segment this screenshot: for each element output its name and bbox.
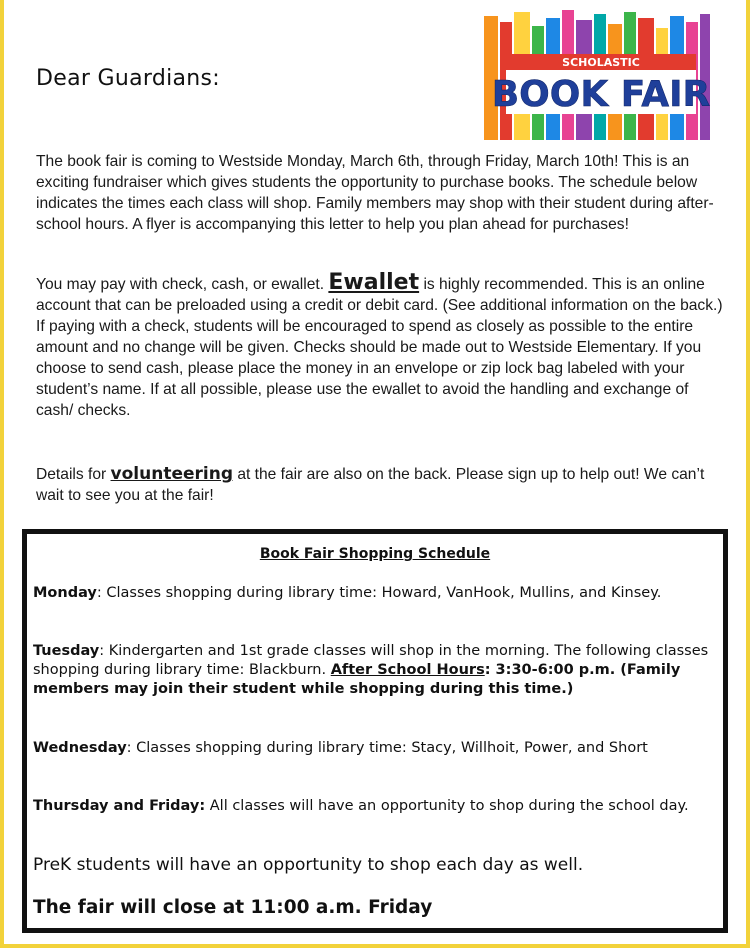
p2-before: You may pay with check, cash, or ewallet. (36, 276, 329, 293)
p3-before: Details for (36, 466, 111, 483)
thursfri-text: All classes will have an opportunity to shop during the school day. (205, 798, 689, 814)
tuesday-label: Tuesday (33, 643, 100, 659)
ewallet-emphasis: Ewallet (328, 270, 420, 295)
book-fair-logo (476, 8, 716, 148)
schedule-title: Book Fair Shopping Schedule (259, 546, 491, 562)
tuesday-text: : Kindergarten and 1st grade classes will shop in the morning. The following classes shopping during library time: Blackburn. (33, 643, 709, 678)
after-school-label: After School Hours (330, 662, 485, 678)
letter-paragraph-3 (36, 464, 726, 506)
volunteering-emphasis: volunteering (110, 464, 233, 484)
p2-after: is highly recommended. This is an online account that can be preloaded using a credit or debit card. (See additional information on the back.) If paying with a check, students will be encouraged to spend as closely as possible to the entire amount and no change will be given. Checks should be made out to Westside Elementary. If you choose to send cash, please place the money in an envelope or zip lock bag labeled with your student’s name. If at all possible, please use the ewallet to avoid the handling and exchange of cash/ checks. (36, 276, 723, 419)
letter-paragraph-1: The book fair is coming to Westside Monday, March 6th, through Friday, March 10th! This is an exciting fundraiser which gives students the opportunity to purchase books. The schedule below indicates the times each class will shop. Family members may shop with their student during after-school hours. A flyer is accompanying this letter to help you plan ahead for purchases! (36, 153, 714, 233)
monday-text: : Classes shopping during library time: Howard, VanHook, Mullins, and Kinsey. (96, 585, 662, 601)
wednesday-label: Wednesday (33, 740, 127, 756)
bottom-border (0, 944, 750, 948)
monday-label: Monday (33, 585, 97, 601)
letter-paragraph-2 (36, 272, 726, 421)
schedule-tuesday (33, 642, 713, 699)
brand-text: SCHOLASTIC (562, 56, 640, 69)
after-school-text: : 3:30-6:00 p.m. (Family members may join their student while shopping during this time.) (33, 662, 681, 697)
greeting-heading: Dear Guardians: (36, 66, 221, 91)
p3-after: at the fair are also on the back. Please sign up to help out! We can’t wait to see you at the fair! (36, 466, 705, 504)
schedule-monday (33, 584, 713, 603)
schedule-wednesday (33, 739, 713, 758)
schedule-box (22, 529, 728, 933)
prek-note: PreK students will have an opportunity to shop each day as well. (33, 855, 584, 875)
thursfri-label: Thursday and Friday: (33, 798, 206, 814)
schedule-thursday-friday (33, 797, 713, 816)
closing-note: The fair will close at 11:00 a.m. Friday (33, 897, 433, 918)
logo-title: BOOK FAIR (491, 74, 711, 115)
wednesday-text: : Classes shopping during library time: Stacy, Willhoit, Power, and Short (126, 740, 648, 756)
